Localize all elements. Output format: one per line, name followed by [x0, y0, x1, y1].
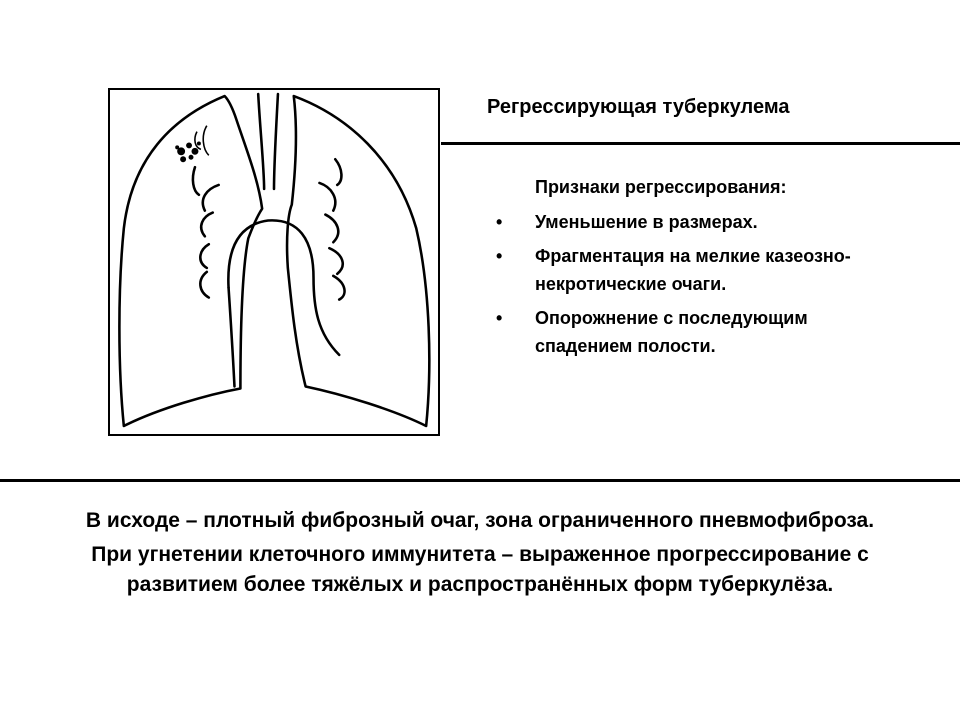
outcome-text-2: При угнетении клеточного иммунитета – выраженное прогрессирование с развитием более тяжёлых и распространённых форм туберкулёза. [91, 543, 869, 596]
list-item [495, 208, 875, 236]
left-bronchi [203, 185, 219, 211]
list-item [495, 242, 875, 298]
slide-title: Регрессирующая туберкулема [487, 96, 790, 118]
signs-list [495, 208, 875, 366]
sign-text: Опорожнение с последующим спадением полости. [535, 308, 808, 356]
title-divider [441, 142, 960, 145]
right-lung-outline [287, 96, 429, 426]
sign-text: Фрагментация на мелкие казеозно-некротические очаги. [535, 246, 851, 294]
signs-header: Признаки регрессирования: [535, 177, 787, 197]
bullet-icon: • [496, 246, 503, 266]
lungs-drawing [110, 90, 438, 434]
sign-text: Уменьшение в размерах. [535, 212, 758, 232]
heart-outline [228, 220, 339, 354]
outcome-block [40, 506, 920, 604]
bullet-icon: • [496, 308, 503, 328]
tuberculoma-focus [175, 141, 201, 162]
bullet-icon: • [496, 212, 503, 232]
right-bronchi [319, 183, 335, 211]
section-divider [0, 479, 960, 482]
lungs-diagram [108, 88, 440, 436]
trachea [258, 94, 264, 189]
outcome-text-1: В исходе – плотный фиброзный очаг, зона ограниченного пневмофиброза. [85, 509, 875, 532]
list-item [495, 304, 875, 360]
